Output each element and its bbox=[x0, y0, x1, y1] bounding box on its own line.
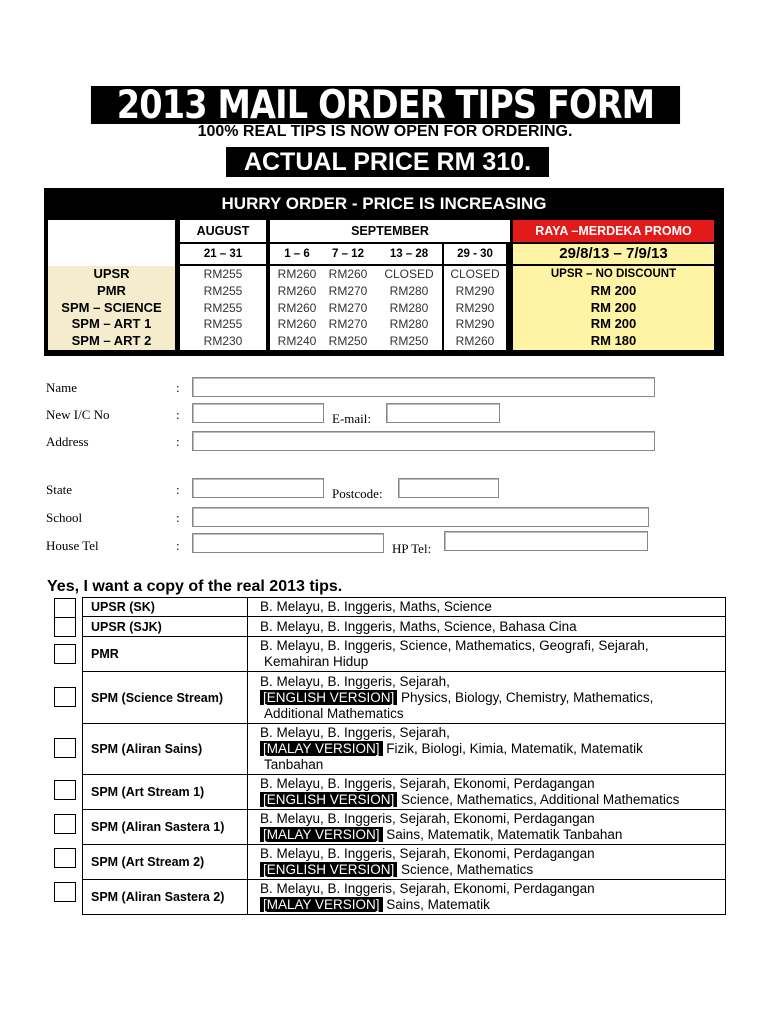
state-colon: : bbox=[176, 482, 180, 497]
subject-line: B. Melayu, B. Inggeris, Science, Mathematics, Geografi, Sejarah, bbox=[260, 638, 649, 653]
name-colon: : bbox=[176, 380, 180, 395]
price-cell: RM250 bbox=[376, 333, 442, 350]
subject-line: B. Melayu, B. Inggeris, Sejarah, bbox=[260, 725, 450, 740]
order-item-name: SPM (Aliran Sastera 2) bbox=[83, 880, 248, 915]
order-checkbox[interactable] bbox=[54, 848, 76, 868]
form-subtitle: 100% REAL TIPS IS NOW OPEN FOR ORDERING. bbox=[197, 123, 573, 140]
subject-line: B. Melayu, B. Inggeris, Maths, Science bbox=[260, 599, 492, 614]
period-header: 7 – 12 bbox=[320, 244, 376, 264]
order-row bbox=[83, 845, 726, 880]
price-cell: RM280 bbox=[376, 316, 442, 333]
order-item-subjects bbox=[248, 845, 726, 880]
order-item-name: SPM (Aliran Sastera 1) bbox=[83, 810, 248, 845]
order-item-subjects bbox=[248, 880, 726, 915]
version-tag: [ENGLISH VERSION] bbox=[260, 690, 397, 705]
price-cell: RM280 bbox=[376, 283, 442, 300]
school-colon: : bbox=[176, 510, 180, 525]
period-header: 21 – 31 bbox=[180, 244, 266, 264]
price-cell: RM255 bbox=[180, 283, 266, 300]
price-cell: RM290 bbox=[444, 283, 506, 300]
version-tag: [MALAY VERSION] bbox=[260, 897, 383, 912]
state-field[interactable] bbox=[192, 478, 324, 498]
version-subjects: Sains, Matematik, Matematik Tanbahan bbox=[382, 827, 623, 842]
form-title: 2013 MAIL ORDER TIPS FORM bbox=[91, 86, 680, 124]
order-item-name: SPM (Aliran Sains) bbox=[83, 724, 248, 775]
ic-label: New I/C No bbox=[46, 407, 110, 422]
school-field[interactable] bbox=[192, 507, 649, 527]
school-label: School bbox=[46, 510, 83, 525]
order-item-subjects bbox=[248, 637, 726, 672]
order-checkbox[interactable] bbox=[54, 882, 76, 902]
subject-name: SPM – ART 2 bbox=[71, 333, 152, 349]
promo-price: UPSR – NO DISCOUNT bbox=[550, 268, 677, 280]
email-field[interactable] bbox=[386, 403, 500, 423]
price-cell: RM255 bbox=[180, 300, 266, 317]
price-cell: RM280 bbox=[376, 300, 442, 317]
promo-price: RM 200 bbox=[590, 282, 637, 298]
order-checkbox[interactable] bbox=[54, 617, 76, 637]
order-item-subjects bbox=[248, 617, 726, 637]
price-cell: RM255 bbox=[180, 316, 266, 333]
postcode-label: Postcode: bbox=[332, 486, 383, 501]
price-cell: RM260 bbox=[320, 266, 376, 283]
price-cell: RM270 bbox=[320, 300, 376, 317]
version-subjects: Science, Mathematics, Additional Mathematics bbox=[397, 792, 680, 807]
price-table bbox=[44, 188, 724, 356]
price-cell: CLOSED bbox=[376, 266, 442, 283]
subject-name: SPM – ART 1 bbox=[71, 316, 152, 332]
order-item-name: SPM (Science Stream) bbox=[83, 672, 248, 724]
order-row bbox=[83, 724, 726, 775]
order-checkbox[interactable] bbox=[54, 738, 76, 758]
version-tag: [MALAY VERSION] bbox=[260, 741, 383, 756]
version-subjects: Sains, Matematik bbox=[382, 897, 490, 912]
subject-line: B. Melayu, B. Inggeris, Sejarah, Ekonomi, Perdagangan bbox=[260, 811, 595, 826]
subject-line: B. Melayu, B. Inggeris, Sejarah, bbox=[260, 673, 450, 689]
promo-price: RM 180 bbox=[590, 333, 637, 349]
price-cell: RM270 bbox=[320, 316, 376, 333]
order-item-subjects bbox=[248, 775, 726, 810]
price-cell: RM240 bbox=[270, 333, 324, 350]
order-checkbox[interactable] bbox=[54, 598, 76, 618]
hp-tel-field[interactable] bbox=[444, 531, 648, 551]
price-cell: RM260 bbox=[270, 316, 324, 333]
price-cell: RM270 bbox=[320, 283, 376, 300]
subject-line: B. Melayu, B. Inggeris, Maths, Science, Bahasa Cina bbox=[260, 618, 577, 634]
email-label: E-mail: bbox=[332, 411, 371, 426]
order-row bbox=[83, 672, 726, 724]
ic-colon: : bbox=[176, 407, 180, 422]
order-item-name: UPSR (SK) bbox=[83, 598, 248, 617]
order-checkbox[interactable] bbox=[54, 780, 76, 800]
period-header: 13 – 28 bbox=[376, 244, 442, 264]
price-cell: RM290 bbox=[444, 300, 506, 317]
version-subjects: Fizik, Biologi, Kimia, Matematik, Matematik bbox=[382, 741, 643, 756]
order-item-subjects bbox=[248, 724, 726, 775]
price-table-banner: HURRY ORDER - PRICE IS INCREASING bbox=[221, 194, 547, 213]
price-cell: RM290 bbox=[444, 316, 506, 333]
order-item-name: UPSR (SJK) bbox=[83, 617, 248, 637]
promo-price: RM 200 bbox=[590, 299, 637, 315]
order-item-subjects bbox=[248, 810, 726, 845]
name-field[interactable] bbox=[192, 377, 655, 397]
order-checkbox[interactable] bbox=[54, 644, 76, 664]
version-tag: [ENGLISH VERSION] bbox=[260, 862, 397, 877]
version-tag: [ENGLISH VERSION] bbox=[260, 792, 397, 807]
price-cell: RM260 bbox=[270, 283, 324, 300]
order-row bbox=[83, 880, 726, 915]
order-item-subjects bbox=[248, 598, 726, 617]
house-tel-colon: : bbox=[176, 538, 180, 553]
order-checkbox[interactable] bbox=[54, 814, 76, 834]
subject-header-blank bbox=[48, 220, 175, 266]
subject-line: B. Melayu, B. Inggeris, Sejarah, Ekonomi, Perdagangan bbox=[260, 881, 595, 896]
subject-name: PMR bbox=[97, 282, 126, 298]
address-label: Address bbox=[46, 434, 89, 449]
order-row bbox=[83, 598, 726, 617]
subject-list bbox=[48, 266, 175, 350]
order-row bbox=[83, 637, 726, 672]
order-item-name: SPM (Art Stream 1) bbox=[83, 775, 248, 810]
version-subjects: Science, Mathematics bbox=[397, 862, 534, 877]
subject-line: Additional Mathematics bbox=[264, 705, 404, 721]
order-checkbox[interactable] bbox=[54, 687, 76, 707]
version-subjects: Physics, Biology, Chemistry, Mathematics, bbox=[397, 689, 654, 705]
price-cell: RM255 bbox=[180, 266, 266, 283]
price-cell: RM230 bbox=[180, 333, 266, 350]
price-cell: RM250 bbox=[320, 333, 376, 350]
subject-line: B. Melayu, B. Inggeris, Sejarah, Ekonomi, Perdagangan bbox=[260, 776, 595, 791]
actual-price-banner: ACTUAL PRICE RM 310. bbox=[226, 147, 549, 177]
price-cell: RM260 bbox=[270, 300, 324, 317]
price-cell: RM260 bbox=[270, 266, 324, 283]
promo-dates: 29/8/13 – 7/9/13 bbox=[513, 244, 714, 264]
month-september: SEPTEMBER bbox=[270, 220, 510, 242]
price-cell: RM260 bbox=[444, 333, 506, 350]
name-label: Name bbox=[46, 380, 78, 395]
period-header: 29 - 30 bbox=[444, 244, 506, 264]
subject-line: Kemahiran Hidup bbox=[264, 654, 369, 669]
promo-prices bbox=[513, 266, 714, 350]
order-row bbox=[83, 810, 726, 845]
period-header: 1 – 6 bbox=[270, 244, 324, 264]
state-label: State bbox=[46, 482, 72, 497]
subject-name: SPM – SCIENCE bbox=[61, 299, 162, 315]
house-tel-field[interactable] bbox=[192, 533, 384, 553]
postcode-field[interactable] bbox=[398, 478, 499, 498]
order-row bbox=[83, 775, 726, 810]
month-august: AUGUST bbox=[180, 220, 266, 242]
house-tel-label: House Tel bbox=[46, 538, 99, 553]
subject-line: Tanbahan bbox=[264, 757, 324, 772]
subject-name: UPSR bbox=[93, 266, 130, 281]
order-heading: Yes, I want a copy of the real 2013 tips. bbox=[47, 578, 343, 595]
hp-tel-label: HP Tel: bbox=[392, 541, 432, 556]
promo-price: RM 200 bbox=[590, 316, 637, 332]
address-colon: : bbox=[176, 434, 180, 449]
version-tag: [MALAY VERSION] bbox=[260, 827, 383, 842]
order-table bbox=[82, 597, 726, 915]
order-item-name: SPM (Art Stream 2) bbox=[83, 845, 248, 880]
order-row bbox=[83, 617, 726, 637]
order-item-subjects bbox=[248, 672, 726, 724]
order-item-name: PMR bbox=[83, 637, 248, 672]
subject-line: B. Melayu, B. Inggeris, Sejarah, Ekonomi, Perdagangan bbox=[260, 846, 595, 861]
promo-label: RAYA –MERDEKA PROMO bbox=[513, 220, 714, 242]
price-cell: CLOSED bbox=[444, 266, 506, 283]
ic-field[interactable] bbox=[192, 403, 324, 423]
address-field[interactable] bbox=[192, 431, 655, 451]
